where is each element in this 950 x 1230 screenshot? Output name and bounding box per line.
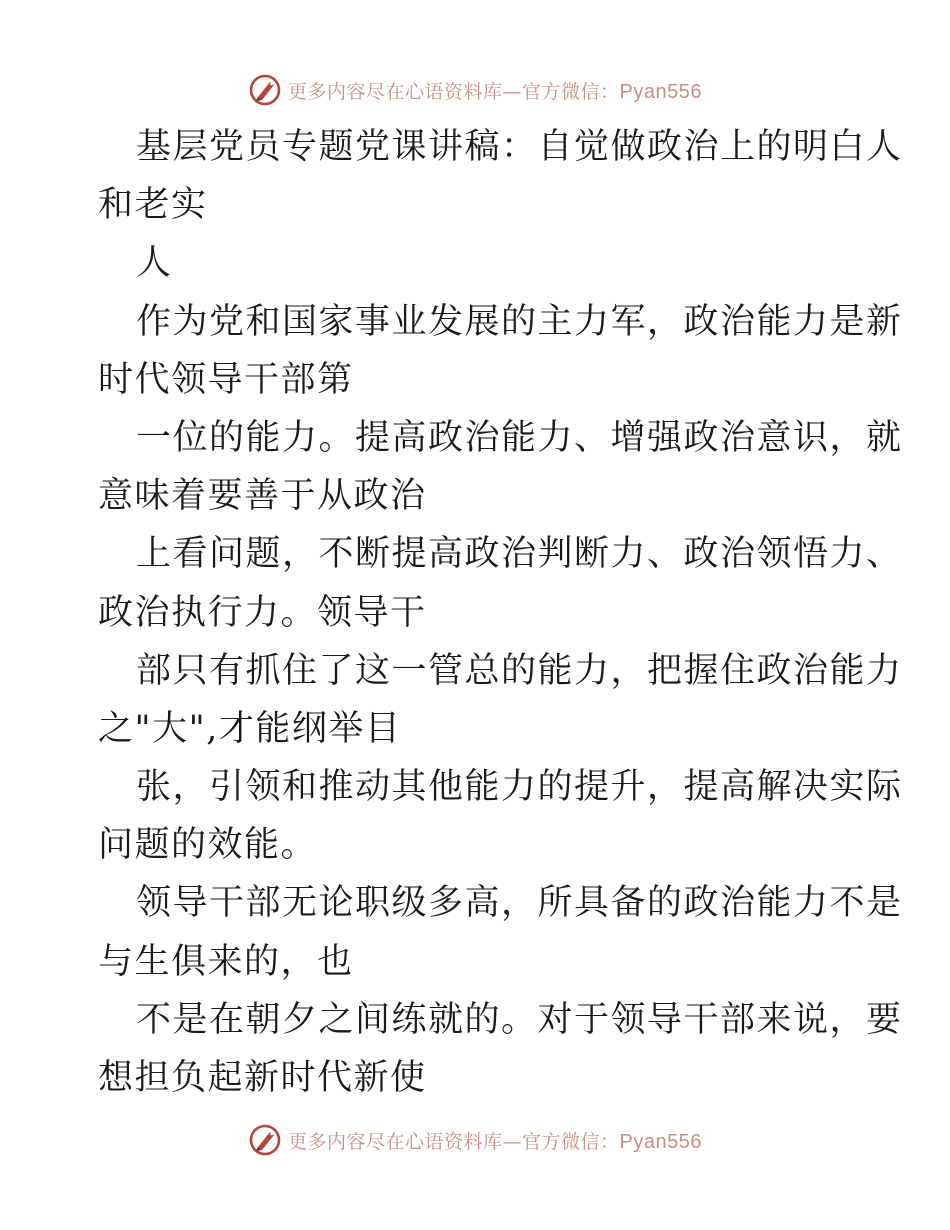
text-line: 与生俱来的，也 (98, 941, 354, 982)
document-body (98, 118, 903, 1107)
text-line: 和老实 (98, 185, 208, 226)
text-line: 张，引领和推动其他能力的提升，提高解决实际 (136, 767, 903, 808)
text-line: 政治执行力。领导干 (98, 592, 427, 633)
header-banner (0, 68, 950, 112)
footer-banner (0, 1118, 950, 1162)
pen-logo-icon (248, 73, 282, 107)
text-line: 基层党员专题党课讲稿：自觉做政治上的明白人 (136, 127, 903, 167)
text-line: 不是在朝夕之间练就的。对于领导干部来说，要 (136, 999, 903, 1040)
text-line: 作为党和国家事业发展的主力军，政治能力是新 (136, 301, 903, 342)
text-line: 时代领导干部第 (98, 359, 354, 400)
text-line: 上看问题，不断提高政治判断力、政治领悟力、 (136, 534, 903, 575)
text-line: 领导干部无论职级多高，所具备的政治能力不是 (136, 883, 903, 924)
text-line: 意味着要善于从政治 (98, 476, 427, 517)
footer-wechat-id: Pyan556 (619, 1130, 702, 1153)
text-line: 人 (136, 243, 173, 284)
text-line: 之"大",才能纲举目 (98, 708, 402, 749)
text-line: 想担负起新时代新使 (98, 1058, 427, 1098)
pen-logo-icon (248, 1123, 282, 1157)
text-line: 一位的能力。提高政治能力、增强政治意识，就 (136, 417, 903, 458)
header-banner-text: 更多内容尽在心语资料库—官方微信：Pyan556 (288, 80, 702, 103)
footer-banner-text: 更多内容尽在心语资料库—官方微信：Pyan556 (288, 1130, 702, 1153)
text-line: 问题的效能。 (98, 825, 318, 866)
header-wechat-id: Pyan556 (619, 80, 702, 103)
text-line: 部只有抓住了这一管总的能力，把握住政治能力 (136, 650, 903, 691)
